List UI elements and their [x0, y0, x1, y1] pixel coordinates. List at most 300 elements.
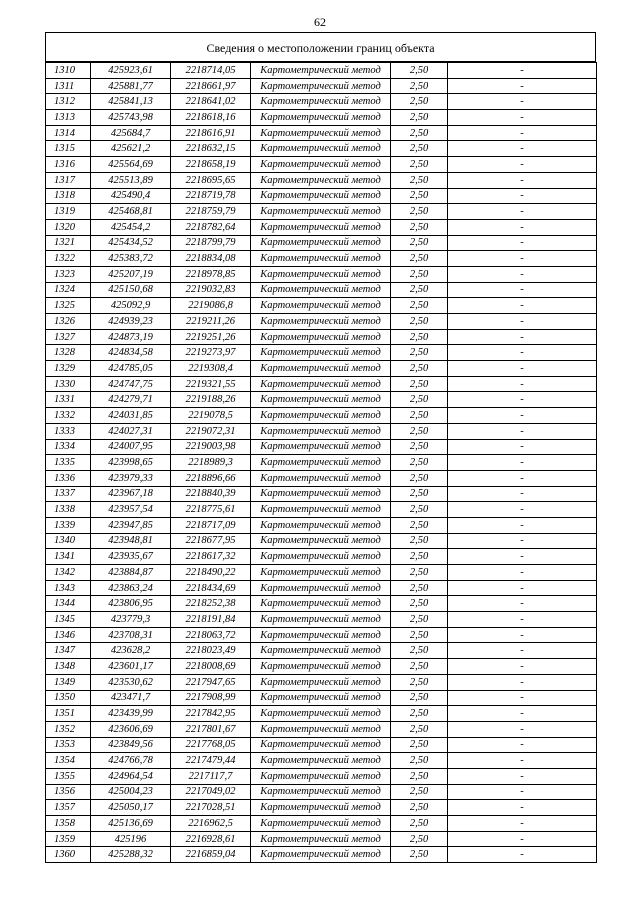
y-coordinate-cell: 2217117,7 [171, 768, 251, 784]
x-coordinate-cell: 424279,71 [91, 392, 171, 408]
point-number-cell: 1358 [46, 816, 91, 832]
table-row [46, 125, 597, 141]
description-cell: - [448, 784, 597, 800]
point-number-cell: 1316 [46, 157, 91, 173]
method-cell: Картометрический метод [251, 188, 391, 204]
y-coordinate-cell: 2219321,55 [171, 376, 251, 392]
y-coordinate-cell: 2218782,64 [171, 219, 251, 235]
description-cell: - [448, 204, 597, 220]
table-row [46, 674, 597, 690]
description-cell: - [448, 282, 597, 298]
accuracy-cell: 2,50 [391, 784, 448, 800]
description-cell: - [448, 392, 597, 408]
description-cell: - [448, 314, 597, 330]
x-coordinate-cell: 423530,62 [91, 674, 171, 690]
table-row [46, 800, 597, 816]
y-coordinate-cell: 2218618,16 [171, 110, 251, 126]
accuracy-cell: 2,50 [391, 298, 448, 314]
method-cell: Картометрический метод [251, 596, 391, 612]
point-number-cell: 1330 [46, 376, 91, 392]
x-coordinate-cell: 423884,87 [91, 565, 171, 581]
method-cell: Картометрический метод [251, 78, 391, 94]
x-coordinate-cell: 424031,85 [91, 408, 171, 424]
coordinates-table-body [46, 63, 597, 863]
x-coordinate-cell: 423998,65 [91, 455, 171, 471]
method-cell: Картометрический метод [251, 266, 391, 282]
method-cell: Картометрический метод [251, 125, 391, 141]
x-coordinate-cell: 425743,98 [91, 110, 171, 126]
description-cell: - [448, 721, 597, 737]
accuracy-cell: 2,50 [391, 78, 448, 94]
y-coordinate-cell: 2217947,65 [171, 674, 251, 690]
y-coordinate-cell: 2218834,08 [171, 251, 251, 267]
x-coordinate-cell: 423708,31 [91, 627, 171, 643]
x-coordinate-cell: 425092,9 [91, 298, 171, 314]
table-row [46, 78, 597, 94]
table-row [46, 753, 597, 769]
y-coordinate-cell: 2218434,69 [171, 580, 251, 596]
point-number-cell: 1345 [46, 612, 91, 628]
x-coordinate-cell: 425881,77 [91, 78, 171, 94]
description-cell: - [448, 627, 597, 643]
description-cell: - [448, 753, 597, 769]
method-cell: Картометрический метод [251, 721, 391, 737]
description-cell: - [448, 345, 597, 361]
method-cell: Картометрический метод [251, 345, 391, 361]
table-row [46, 298, 597, 314]
x-coordinate-cell: 425207,19 [91, 266, 171, 282]
table-row [46, 486, 597, 502]
y-coordinate-cell: 2218490,22 [171, 565, 251, 581]
point-number-cell: 1341 [46, 549, 91, 565]
y-coordinate-cell: 2218191,84 [171, 612, 251, 628]
accuracy-cell: 2,50 [391, 502, 448, 518]
point-number-cell: 1327 [46, 329, 91, 345]
table-row [46, 643, 597, 659]
description-cell: - [448, 439, 597, 455]
table-row [46, 251, 597, 267]
point-number-cell: 1342 [46, 565, 91, 581]
description-cell: - [448, 157, 597, 173]
y-coordinate-cell: 2217908,99 [171, 690, 251, 706]
description-cell: - [448, 643, 597, 659]
y-coordinate-cell: 2218641,02 [171, 94, 251, 110]
x-coordinate-cell: 425050,17 [91, 800, 171, 816]
page-number: 62 [314, 15, 326, 29]
method-cell: Картометрический метод [251, 486, 391, 502]
method-cell: Картометрический метод [251, 63, 391, 79]
y-coordinate-cell: 2218840,39 [171, 486, 251, 502]
x-coordinate-cell: 425136,69 [91, 816, 171, 832]
x-coordinate-cell: 424007,95 [91, 439, 171, 455]
method-cell: Картометрический метод [251, 298, 391, 314]
y-coordinate-cell: 2219003,98 [171, 439, 251, 455]
description-cell: - [448, 251, 597, 267]
y-coordinate-cell: 2219308,4 [171, 361, 251, 377]
point-number-cell: 1325 [46, 298, 91, 314]
table-row [46, 235, 597, 251]
description-cell: - [448, 329, 597, 345]
table-row [46, 345, 597, 361]
method-cell: Картометрический метод [251, 800, 391, 816]
accuracy-cell: 2,50 [391, 768, 448, 784]
table-row [46, 517, 597, 533]
y-coordinate-cell: 2216962,5 [171, 816, 251, 832]
y-coordinate-cell: 2218661,97 [171, 78, 251, 94]
y-coordinate-cell: 2218775,61 [171, 502, 251, 518]
accuracy-cell: 2,50 [391, 627, 448, 643]
table-row [46, 439, 597, 455]
description-cell: - [448, 235, 597, 251]
y-coordinate-cell: 2219251,26 [171, 329, 251, 345]
accuracy-cell: 2,50 [391, 172, 448, 188]
table-row [46, 94, 597, 110]
point-number-cell: 1329 [46, 361, 91, 377]
coordinates-table [45, 62, 597, 863]
x-coordinate-cell: 424939,23 [91, 314, 171, 330]
accuracy-cell: 2,50 [391, 266, 448, 282]
method-cell: Картометрический метод [251, 110, 391, 126]
description-cell: - [448, 690, 597, 706]
point-number-cell: 1336 [46, 470, 91, 486]
point-number-cell: 1313 [46, 110, 91, 126]
method-cell: Картометрический метод [251, 768, 391, 784]
accuracy-cell: 2,50 [391, 125, 448, 141]
y-coordinate-cell: 2218714,05 [171, 63, 251, 79]
accuracy-cell: 2,50 [391, 204, 448, 220]
y-coordinate-cell: 2218252,38 [171, 596, 251, 612]
y-coordinate-cell: 2219032,83 [171, 282, 251, 298]
point-number-cell: 1322 [46, 251, 91, 267]
point-number-cell: 1354 [46, 753, 91, 769]
x-coordinate-cell: 424834,58 [91, 345, 171, 361]
description-cell: - [448, 361, 597, 377]
y-coordinate-cell: 2217768,05 [171, 737, 251, 753]
method-cell: Картометрический метод [251, 737, 391, 753]
table-row [46, 549, 597, 565]
method-cell: Картометрический метод [251, 816, 391, 832]
description-cell: - [448, 78, 597, 94]
point-number-cell: 1350 [46, 690, 91, 706]
y-coordinate-cell: 2219072,31 [171, 423, 251, 439]
point-number-cell: 1311 [46, 78, 91, 94]
description-cell: - [448, 800, 597, 816]
method-cell: Картометрический метод [251, 361, 391, 377]
accuracy-cell: 2,50 [391, 847, 448, 863]
x-coordinate-cell: 425196 [91, 831, 171, 847]
point-number-cell: 1359 [46, 831, 91, 847]
point-number-cell: 1356 [46, 784, 91, 800]
accuracy-cell: 2,50 [391, 455, 448, 471]
point-number-cell: 1357 [46, 800, 91, 816]
y-coordinate-cell: 2219188,26 [171, 392, 251, 408]
description-cell: - [448, 141, 597, 157]
table-row [46, 376, 597, 392]
y-coordinate-cell: 2218658,19 [171, 157, 251, 173]
point-number-cell: 1335 [46, 455, 91, 471]
description-cell: - [448, 408, 597, 424]
method-cell: Картометрический метод [251, 251, 391, 267]
x-coordinate-cell: 423606,69 [91, 721, 171, 737]
table-row [46, 816, 597, 832]
method-cell: Картометрический метод [251, 157, 391, 173]
description-cell: - [448, 517, 597, 533]
x-coordinate-cell: 425150,68 [91, 282, 171, 298]
y-coordinate-cell: 2218695,65 [171, 172, 251, 188]
y-coordinate-cell: 2218632,15 [171, 141, 251, 157]
x-coordinate-cell: 423779,3 [91, 612, 171, 628]
accuracy-cell: 2,50 [391, 251, 448, 267]
x-coordinate-cell: 423471,7 [91, 690, 171, 706]
table-row [46, 737, 597, 753]
table-row [46, 596, 597, 612]
method-cell: Картометрический метод [251, 408, 391, 424]
table-title: Сведения о местоположении границ объекта [45, 32, 596, 62]
table-row [46, 627, 597, 643]
accuracy-cell: 2,50 [391, 643, 448, 659]
accuracy-cell: 2,50 [391, 188, 448, 204]
y-coordinate-cell: 2218617,32 [171, 549, 251, 565]
accuracy-cell: 2,50 [391, 94, 448, 110]
y-coordinate-cell: 2218063,72 [171, 627, 251, 643]
y-coordinate-cell: 2218989,3 [171, 455, 251, 471]
x-coordinate-cell: 423806,95 [91, 596, 171, 612]
point-number-cell: 1344 [46, 596, 91, 612]
y-coordinate-cell: 2218717,09 [171, 517, 251, 533]
x-coordinate-cell: 425923,61 [91, 63, 171, 79]
x-coordinate-cell: 425454,2 [91, 219, 171, 235]
accuracy-cell: 2,50 [391, 565, 448, 581]
boundary-table-frame [45, 32, 596, 863]
description-cell: - [448, 768, 597, 784]
table-row [46, 721, 597, 737]
accuracy-cell: 2,50 [391, 816, 448, 832]
table-row [46, 361, 597, 377]
point-number-cell: 1343 [46, 580, 91, 596]
x-coordinate-cell: 425564,69 [91, 157, 171, 173]
x-coordinate-cell: 425684,7 [91, 125, 171, 141]
method-cell: Картометрический метод [251, 470, 391, 486]
x-coordinate-cell: 424785,05 [91, 361, 171, 377]
y-coordinate-cell: 2217801,67 [171, 721, 251, 737]
x-coordinate-cell: 423601,17 [91, 659, 171, 675]
description-cell: - [448, 423, 597, 439]
y-coordinate-cell: 2219211,26 [171, 314, 251, 330]
y-coordinate-cell: 2218719,78 [171, 188, 251, 204]
description-cell: - [448, 455, 597, 471]
x-coordinate-cell: 424766,78 [91, 753, 171, 769]
accuracy-cell: 2,50 [391, 800, 448, 816]
point-number-cell: 1349 [46, 674, 91, 690]
method-cell: Картометрический метод [251, 517, 391, 533]
method-cell: Картометрический метод [251, 784, 391, 800]
accuracy-cell: 2,50 [391, 470, 448, 486]
y-coordinate-cell: 2219078,5 [171, 408, 251, 424]
accuracy-cell: 2,50 [391, 612, 448, 628]
accuracy-cell: 2,50 [391, 141, 448, 157]
x-coordinate-cell: 423628,2 [91, 643, 171, 659]
method-cell: Картометрический метод [251, 643, 391, 659]
description-cell: - [448, 125, 597, 141]
description-cell: - [448, 266, 597, 282]
accuracy-cell: 2,50 [391, 345, 448, 361]
accuracy-cell: 2,50 [391, 674, 448, 690]
x-coordinate-cell: 424964,54 [91, 768, 171, 784]
accuracy-cell: 2,50 [391, 831, 448, 847]
accuracy-cell: 2,50 [391, 329, 448, 345]
point-number-cell: 1347 [46, 643, 91, 659]
x-coordinate-cell: 423849,56 [91, 737, 171, 753]
method-cell: Картометрический метод [251, 706, 391, 722]
x-coordinate-cell: 425434,52 [91, 235, 171, 251]
table-row [46, 219, 597, 235]
table-row [46, 659, 597, 675]
description-cell: - [448, 533, 597, 549]
y-coordinate-cell: 2216928,61 [171, 831, 251, 847]
description-cell: - [448, 565, 597, 581]
x-coordinate-cell: 424027,31 [91, 423, 171, 439]
method-cell: Картометрический метод [251, 847, 391, 863]
point-number-cell: 1326 [46, 314, 91, 330]
method-cell: Картометрический метод [251, 219, 391, 235]
table-row [46, 580, 597, 596]
table-row [46, 565, 597, 581]
table-row [46, 172, 597, 188]
x-coordinate-cell: 425490,4 [91, 188, 171, 204]
method-cell: Картометрический метод [251, 172, 391, 188]
x-coordinate-cell: 425004,23 [91, 784, 171, 800]
table-row [46, 408, 597, 424]
point-number-cell: 1319 [46, 204, 91, 220]
table-row [46, 392, 597, 408]
description-cell: - [448, 110, 597, 126]
method-cell: Картометрический метод [251, 674, 391, 690]
point-number-cell: 1331 [46, 392, 91, 408]
x-coordinate-cell: 423957,54 [91, 502, 171, 518]
table-row [46, 690, 597, 706]
y-coordinate-cell: 2217842,95 [171, 706, 251, 722]
method-cell: Картометрический метод [251, 831, 391, 847]
accuracy-cell: 2,50 [391, 219, 448, 235]
x-coordinate-cell: 425841,13 [91, 94, 171, 110]
method-cell: Картометрический метод [251, 502, 391, 518]
method-cell: Картометрический метод [251, 329, 391, 345]
method-cell: Картометрический метод [251, 549, 391, 565]
table-row [46, 831, 597, 847]
table-row [46, 63, 597, 79]
y-coordinate-cell: 2219273,97 [171, 345, 251, 361]
table-row [46, 768, 597, 784]
point-number-cell: 1360 [46, 847, 91, 863]
table-row [46, 141, 597, 157]
method-cell: Картометрический метод [251, 423, 391, 439]
point-number-cell: 1346 [46, 627, 91, 643]
method-cell: Картометрический метод [251, 753, 391, 769]
description-cell: - [448, 847, 597, 863]
y-coordinate-cell: 2218023,49 [171, 643, 251, 659]
method-cell: Картометрический метод [251, 439, 391, 455]
point-number-cell: 1338 [46, 502, 91, 518]
y-coordinate-cell: 2219086,8 [171, 298, 251, 314]
accuracy-cell: 2,50 [391, 392, 448, 408]
method-cell: Картометрический метод [251, 94, 391, 110]
x-coordinate-cell: 425468,81 [91, 204, 171, 220]
description-cell: - [448, 298, 597, 314]
method-cell: Картометрический метод [251, 282, 391, 298]
x-coordinate-cell: 423979,33 [91, 470, 171, 486]
x-coordinate-cell: 425513,89 [91, 172, 171, 188]
table-row [46, 282, 597, 298]
table-row [46, 470, 597, 486]
method-cell: Картометрический метод [251, 314, 391, 330]
method-cell: Картометрический метод [251, 204, 391, 220]
y-coordinate-cell: 2217479,44 [171, 753, 251, 769]
description-cell: - [448, 219, 597, 235]
accuracy-cell: 2,50 [391, 580, 448, 596]
accuracy-cell: 2,50 [391, 690, 448, 706]
description-cell: - [448, 94, 597, 110]
table-row [46, 423, 597, 439]
x-coordinate-cell: 423948,81 [91, 533, 171, 549]
table-row [46, 502, 597, 518]
accuracy-cell: 2,50 [391, 753, 448, 769]
x-coordinate-cell: 423863,24 [91, 580, 171, 596]
table-row [46, 157, 597, 173]
description-cell: - [448, 596, 597, 612]
method-cell: Картометрический метод [251, 455, 391, 471]
accuracy-cell: 2,50 [391, 533, 448, 549]
point-number-cell: 1355 [46, 768, 91, 784]
point-number-cell: 1351 [46, 706, 91, 722]
accuracy-cell: 2,50 [391, 282, 448, 298]
point-number-cell: 1315 [46, 141, 91, 157]
accuracy-cell: 2,50 [391, 439, 448, 455]
accuracy-cell: 2,50 [391, 706, 448, 722]
method-cell: Картометрический метод [251, 392, 391, 408]
point-number-cell: 1328 [46, 345, 91, 361]
x-coordinate-cell: 423967,18 [91, 486, 171, 502]
accuracy-cell: 2,50 [391, 486, 448, 502]
table-row [46, 533, 597, 549]
x-coordinate-cell: 424747,75 [91, 376, 171, 392]
method-cell: Картометрический метод [251, 627, 391, 643]
description-cell: - [448, 486, 597, 502]
table-row [46, 188, 597, 204]
description-cell: - [448, 831, 597, 847]
x-coordinate-cell: 425288,32 [91, 847, 171, 863]
x-coordinate-cell: 423947,85 [91, 517, 171, 533]
description-cell: - [448, 549, 597, 565]
point-number-cell: 1324 [46, 282, 91, 298]
y-coordinate-cell: 2218978,85 [171, 266, 251, 282]
y-coordinate-cell: 2218799,79 [171, 235, 251, 251]
y-coordinate-cell: 2218616,91 [171, 125, 251, 141]
point-number-cell: 1353 [46, 737, 91, 753]
point-number-cell: 1352 [46, 721, 91, 737]
table-row [46, 455, 597, 471]
x-coordinate-cell: 423439,99 [91, 706, 171, 722]
accuracy-cell: 2,50 [391, 408, 448, 424]
point-number-cell: 1348 [46, 659, 91, 675]
point-number-cell: 1310 [46, 63, 91, 79]
point-number-cell: 1321 [46, 235, 91, 251]
accuracy-cell: 2,50 [391, 314, 448, 330]
description-cell: - [448, 737, 597, 753]
table-row [46, 847, 597, 863]
method-cell: Картометрический метод [251, 612, 391, 628]
accuracy-cell: 2,50 [391, 517, 448, 533]
point-number-cell: 1333 [46, 423, 91, 439]
